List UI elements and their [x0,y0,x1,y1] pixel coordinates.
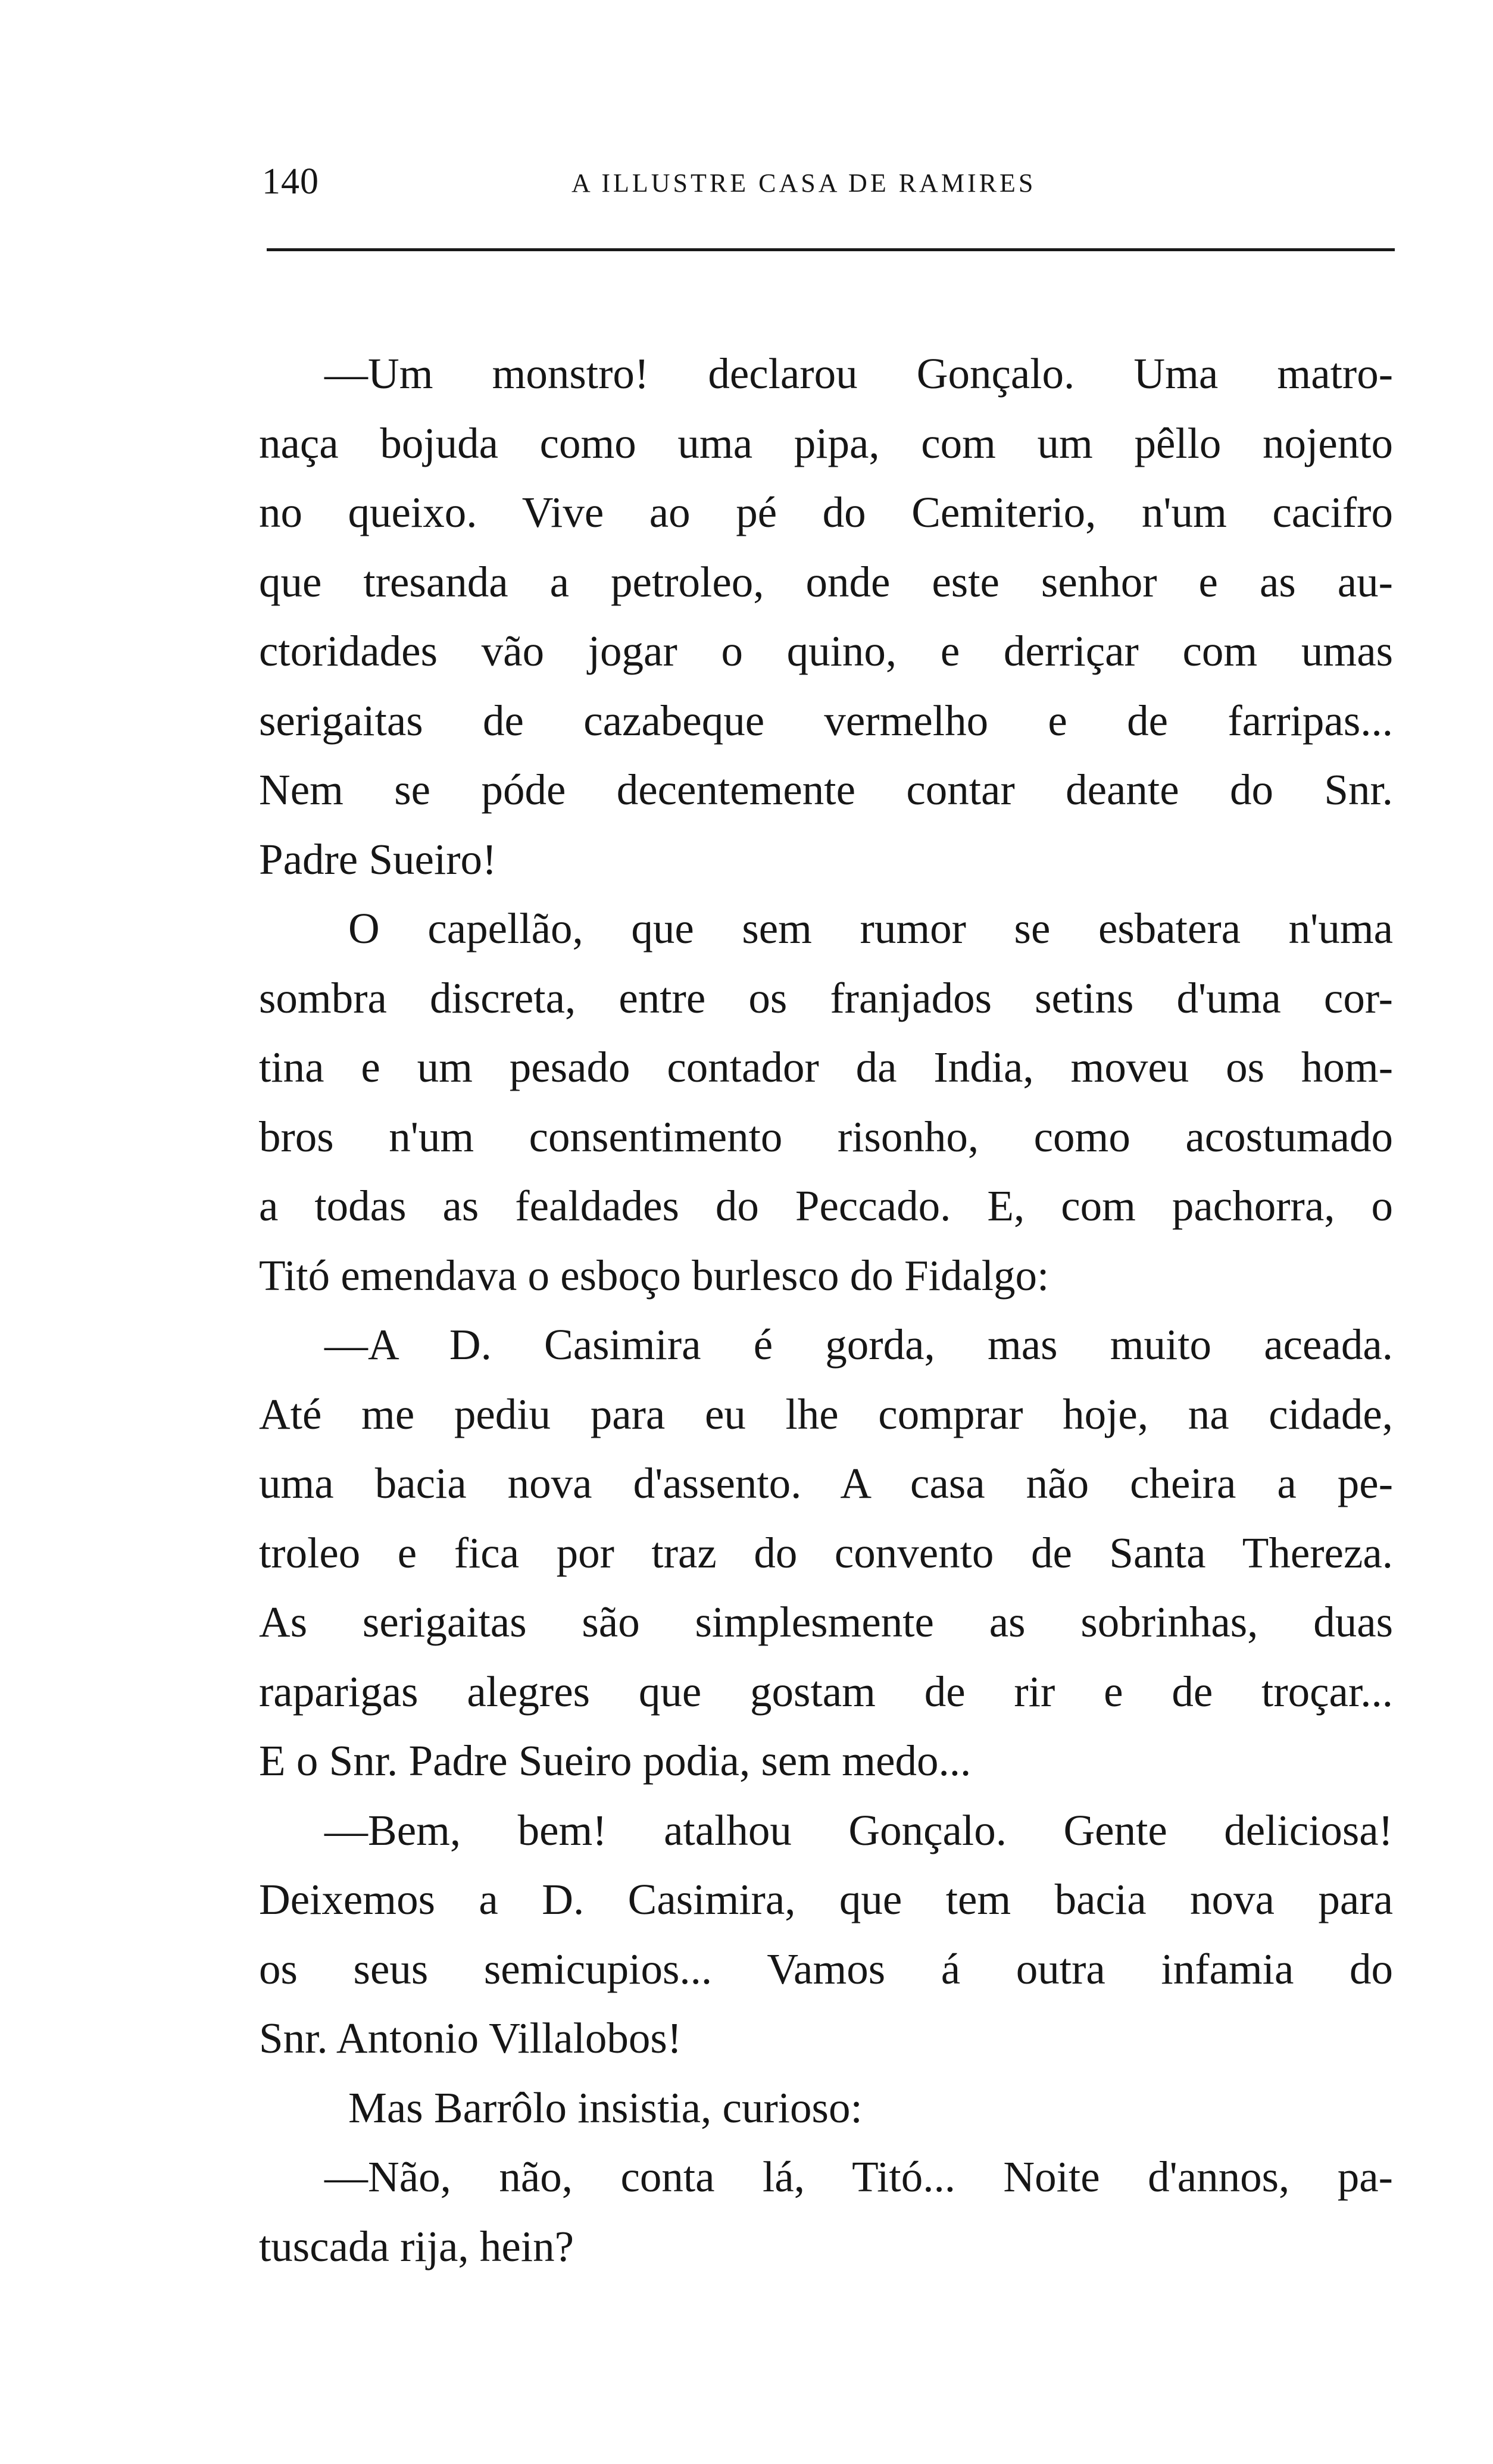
text-line: Nem se póde decentemente contar deante do Snr. [259,766,1393,814]
book-title: A ILLUSTRE CASA DE RAMIRES [571,168,1036,198]
text-line: Até me pediu para eu lhe comprar hoje, na cidade, [259,1389,1393,1438]
text-line: —Não, não, conta lá, Titó... Noite d'annos, pa- [324,2153,1393,2201]
header-rule [267,248,1395,251]
text-line: raparigas alegres que gostam de rir e de troçar... [259,1667,1393,1716]
text-line: sombra discreta, entre os franjados setins d'uma cor- [259,973,1393,1022]
text-line: uma bacia nova d'assento. A casa não cheira a pe- [259,1459,1393,1507]
text-line: no queixo. Vive ao pé do Cemiterio, n'um cacifro [259,488,1393,536]
text-line: —Um monstro! declarou Gonçalo. Uma matro- [324,349,1393,398]
text-line: O capellão, que sem rumor se esbatera n'uma [348,904,1393,953]
text-line: —Bem, bem! atalhou Gonçalo. Gente deliciosa! [324,1806,1393,1854]
text-line: que tresanda a petroleo, onde este senhor e as au- [259,557,1393,606]
text-line: serigaitas de cazabeque vermelho e de farripas... [259,696,1393,745]
text-line: Snr. Antonio Villalobos! [259,2014,682,2062]
page-number: 140 [262,161,319,202]
text-line: Titó emendava o esboço burlesco do Fidalgo: [259,1251,1050,1300]
text-line: —A D. Casimira é gorda, mas muito aceada. [324,1320,1393,1369]
text-line: tuscada rija, hein? [259,2222,574,2271]
body-text [259,339,1393,2281]
running-head [262,161,1396,202]
text-line: ctoridades vão jogar o quino, e derriçar com umas [259,627,1393,675]
text-line: As serigaitas são simplesmente as sobrinhas, duas [259,1598,1393,1646]
text-line: Deixemos a D. Casimira, que tem bacia nova para [259,1875,1393,1923]
text-line: os seus semicupios... Vamos á outra infamia do [259,1944,1393,1993]
text-line: Mas Barrôlo insistia, curioso: [348,2083,863,2132]
text-line: bros n'um consentimento risonho, como acostumado [259,1112,1393,1161]
text-line: a todas as fealdades do Peccado. E, com pachorra, o [259,1182,1393,1230]
text-line: Padre Sueiro! [259,835,497,883]
text-line: troleo e fica por traz do convento de Santa Thereza. [259,1528,1393,1577]
text-line: naça bojuda como uma pipa, com um pêllo nojento [259,419,1393,467]
text-line: tina e um pesado contador da India, moveu os hom- [259,1043,1393,1091]
text-line: E o Snr. Padre Sueiro podia, sem medo... [259,1737,972,1785]
